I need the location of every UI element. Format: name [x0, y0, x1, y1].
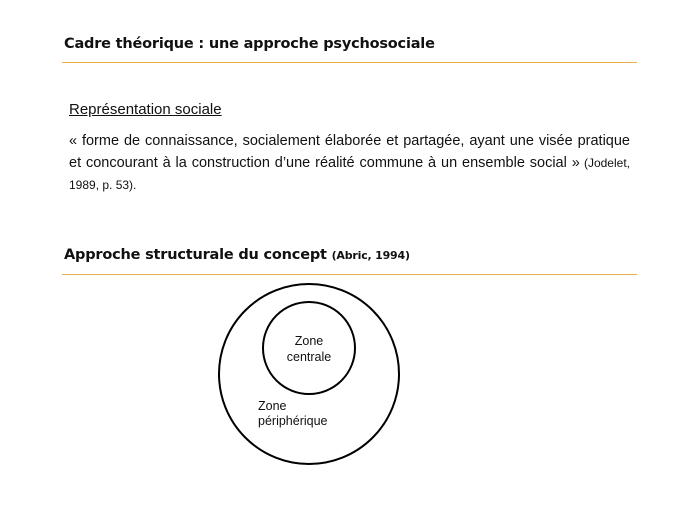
definition-heading: Représentation sociale: [69, 101, 222, 118]
section-title-text: Cadre théorique : une approche psychosociale: [64, 36, 435, 52]
quote-text: « forme de connaissance, socialement élaborée et partagée, ayant une visée pratique et concourant à la construction d’une réalité commune à un ensemble social »: [69, 133, 630, 171]
peripheral-zone-label-line1: Zone: [258, 399, 287, 413]
quote-source: (Jodelet, 1989, p. 53).: [69, 156, 630, 192]
peripheral-zone-circle: [219, 284, 399, 464]
central-zone-circle: [263, 302, 355, 394]
peripheral-zone-label-line2: périphérique: [258, 414, 328, 428]
section-citation: (Abric, 1994): [331, 249, 410, 262]
central-zone-label-line2: centrale: [286, 350, 332, 364]
central-zone-label-line1: Zone: [294, 334, 324, 348]
section-title-text: Approche structurale du concept: [64, 247, 327, 263]
